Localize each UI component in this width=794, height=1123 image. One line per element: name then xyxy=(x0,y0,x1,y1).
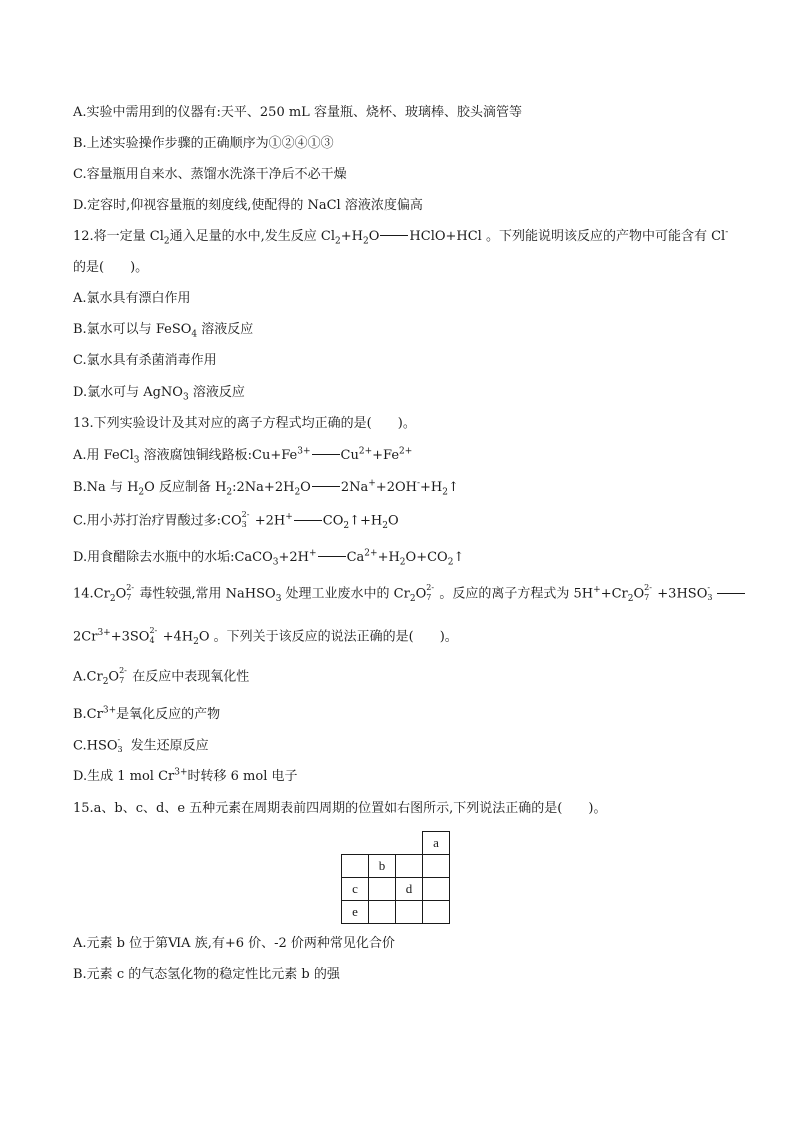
q14-option-a: $A.Cr_2O$ 2- 7 在反应中表现氧化性 xyxy=(73,666,250,688)
element-cell-e: e xyxy=(342,901,369,924)
element-cell-c: c xyxy=(342,878,369,901)
q14-option-d: D.生成 1 mol $Cr^{3+}$时转移 6 mol 电子 xyxy=(73,767,298,784)
charge-stack: - 3 xyxy=(707,583,713,602)
q14-option-c: C.HSO - 3 发生还原反应 xyxy=(73,735,209,754)
charge-stack: 2- 7 xyxy=(119,666,127,685)
element-cell-b: b xyxy=(369,855,396,878)
charge-stack: 2- 7 xyxy=(644,583,652,602)
charge-stack: 2- 3 xyxy=(241,510,250,529)
reaction-equals-sign xyxy=(380,235,408,236)
element-cell xyxy=(423,855,450,878)
reaction-equals-sign xyxy=(294,520,322,521)
reaction-equals-sign xyxy=(312,454,340,455)
q14-option-b: $B.Cr^{3+}$是氧化反应的产物 xyxy=(73,705,221,722)
q12-option-d: D.氯水可与 AgNO$_3$ 溶液反应 xyxy=(73,385,245,403)
q12-option-a: A.氯水具有漂白作用 xyxy=(73,291,191,306)
q13-option-a: A.用 FeCl$_3$ 溶液腐蚀铜线路板$:Cu+Fe^{3+}$ $Cu^{2+}+Fe^{2+}$ xyxy=(73,446,413,466)
q13-option-b: B.Na 与 $H_2O$ 反应制备 $H_2:2Na+2H_2O$ $2Na^++2OH^-+H_2↑$ xyxy=(73,478,459,498)
q12-stem: 12.将一定量 $Cl_2$通入足量的水中,发生反应 $Cl_2+H_2O$ HClO+HCl 。下列能说明该反应的产物中可能含有 Cl- xyxy=(73,227,729,247)
q15-option-b: B.元素 c 的气态氢化物的稳定性比元素 b 的强 xyxy=(73,967,340,982)
q14-stem-line2: $2Cr^{3+}+3SO$ 2- 4 $+4H_2O$ 。下列关于该反应的说法正确的是( )。 xyxy=(73,626,458,648)
element-cell-a: a xyxy=(423,832,450,855)
charge-stack: 2- 4 xyxy=(149,626,158,645)
element-cell xyxy=(423,878,450,901)
q12-stem-end: 的是( )。 xyxy=(73,260,149,275)
element-cell xyxy=(369,901,396,924)
q11-option-a: A.实验中需用到的仪器有:天平、250 mL 容量瓶、烧杯、玻璃棒、胶头滴管等 xyxy=(73,105,522,120)
element-cell xyxy=(396,901,423,924)
reaction-equals-sign xyxy=(312,486,340,487)
charge-stack: 2- 7 xyxy=(126,583,135,602)
element-cell xyxy=(423,901,450,924)
q12-option-c: C.氯水具有杀菌消毒作用 xyxy=(73,353,217,368)
element-cell-d: d xyxy=(396,878,423,901)
q13-option-c: C.用小苏打治疗胃酸过多:CO 2- 3 +2H+ $CO_2↑+H_2O$ xyxy=(73,510,399,532)
reaction-equals-sign xyxy=(717,593,745,594)
q13-stem: 13.下列实验设计及其对应的离子方程式均正确的是( )。 xyxy=(73,416,416,431)
element-cell xyxy=(396,855,423,878)
charge-stack: 2- 7 xyxy=(426,583,435,602)
q14-stem: $14.Cr_2O$ 2- 7 毒性较强,常用 NaHSO$_3$ 处理工业废水中的 $Cr_2O$ 2- 7 。反应的离子方程式为 $5H^++Cr_2O$ 2- 7 +3HSO - 3 xyxy=(73,585,746,604)
q15-option-a: A.元素 b 位于第ⅥA 族,有+6 价、-2 价两种常见化合价 xyxy=(73,936,395,951)
periodic-table-fragment xyxy=(341,831,450,924)
charge-stack: - 3 xyxy=(117,735,123,754)
q11-option-d: D.定容时,仰视容量瓶的刻度线,使配得的 NaCl 溶液浓度偏高 xyxy=(73,198,423,213)
q12-option-b: B.氯水可以与 FeSO$_4$ 溶液反应 xyxy=(73,322,254,340)
q11-option-c: C.容量瓶用自来水、蒸馏水洗涤干净后不必干燥 xyxy=(73,167,347,182)
element-cell xyxy=(369,878,396,901)
q15-stem: 15.a、b、c、d、e 五种元素在周期表前四周期的位置如右图所示,下列说法正确的是( )。 xyxy=(73,801,607,816)
reaction-equals-sign xyxy=(318,556,346,557)
element-cell xyxy=(342,855,369,878)
q11-option-b: B.上述实验操作步骤的正确顺序为①②④①③ xyxy=(73,136,334,151)
q13-option-d: D.用食醋除去水瓶中的水垢:CaCO$_3$+2H+ $Ca^{2+}+H_2O+CO_2↑$ xyxy=(73,548,465,568)
